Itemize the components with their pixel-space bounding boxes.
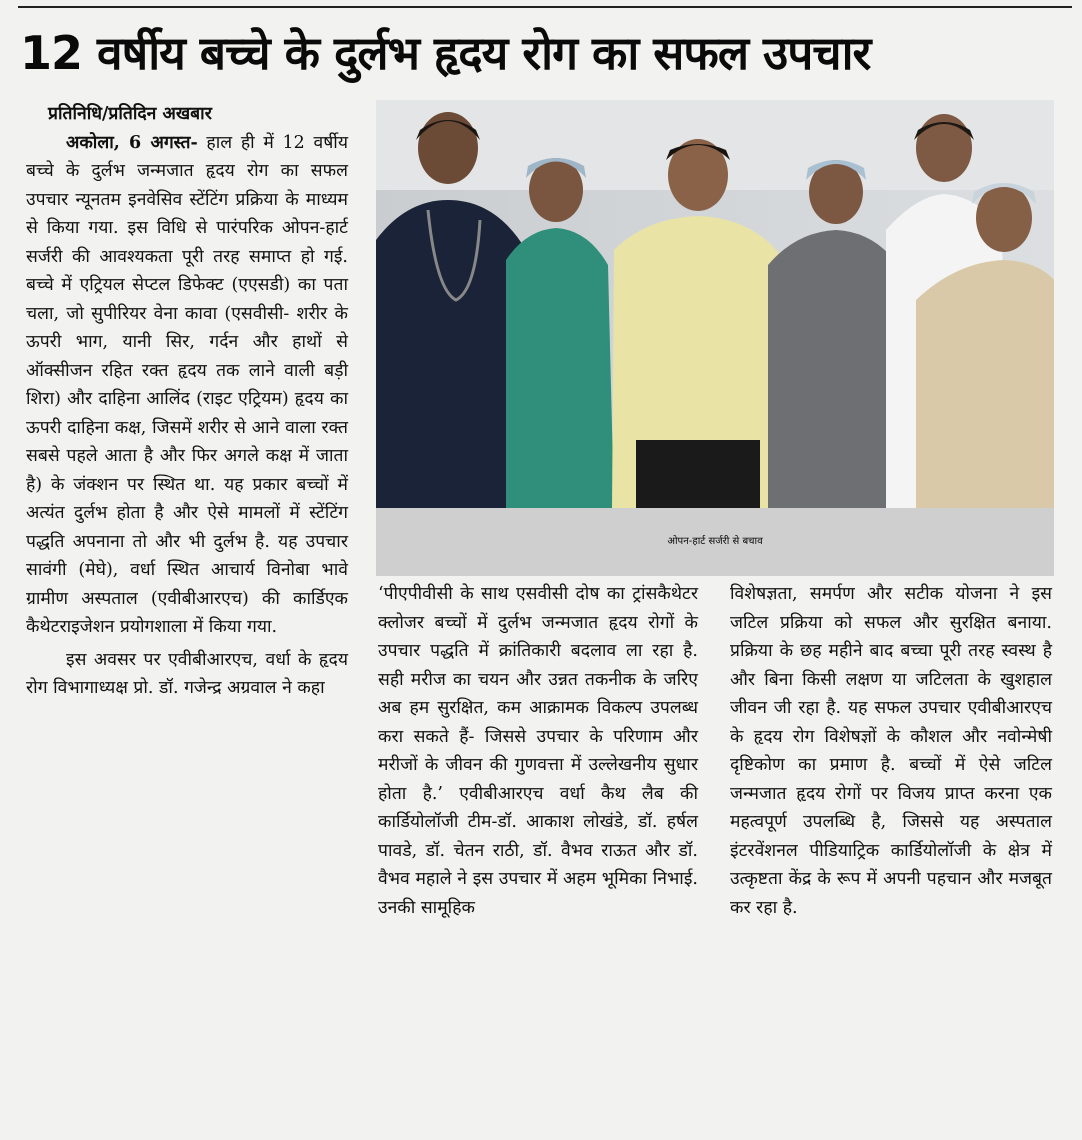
article-column-2 [378, 580, 698, 922]
lead-paragraph-text: हाल ही में 12 वर्षीय बच्चे के दुर्लभ जन्मजात हृदय रोग का सफल उपचार न्यूनतम इनवेसिव स्टेंटिंग प्रक्रिया के माध्यम से किया गया. इस विधि से पारंपरिक ओपन-हार्ट सर्जरी की आवश्यकता पूरी तरह समाप्त हो गई. बच्चे में एट्रियल सेप्टल डिफेक्ट (एएसडी) का पता चला, जो सुपीरियर वेना कावा (एसवीसी- शरीर के ऊपरी भाग, यानी सिर, गर्दन और हाथों से ऑक्सीजन रहित रक्त हृदय तक लाने वाली बड़ी शिरा) और दाहिना आलिंद (राइट एट्रियम) हृदय का ऊपरी दाहिना कक्ष, जिसमें शरीर से आने वाला रक्त सबसे पहले आता है और फिर अगले कक्ष में जाता है) के जंक्शन पर स्थित था. यह प्रकार बच्चों में अत्यंत दुर्लभ होता है और ऐसे मामलों में स्टेंटिंग पद्धति अपनाना तो और भी दुर्लभ है. यह उपचार सावंगी (मेघे), वर्धा स्थित आचार्य विनोबा भावे ग्रामीण अस्पताल (एवीबीआरएच) की कार्डिएक कैथेटराइजेशन प्रयोगशाला में किया गया. [26, 132, 348, 637]
subhead: ओपन-हार्ट सर्जरी से बचाव [667, 536, 763, 547]
dateline: अकोला, 6 अगस्त- [66, 132, 198, 153]
group-photo-icon [376, 100, 1054, 508]
column-2-text: ‘पीएपीवीसी के साथ एसवीसी दोष का ट्रांसकैथेटर क्लोजर बच्चों में दुर्लभ जन्मजात हृदय रोगों के उपचार पद्धति में क्रांतिकारी बदलाव ला रहा है. सही मरीज का चयन और उन्नत तकनीक के जरिए अब हम सुरक्षित, कम आक्रामक विकल्प उपलब्ध करा सकते हैं- जिससे उपचार के परिणाम और मरीजों के जीवन की गुणवत्ता में उल्लेखनीय सुधार होता है.’ एवीबीआरएच वर्धा कैथ लैब की कार्डियोलॉजी टीम-डॉ. आकाश लोखंडे, डॉ. हर्षल पावडे, डॉ. चेतन राठी, डॉ. वैभव राऊत और डॉ. वैभव महाले ने इस उपचार में अहम भूमिका निभाई. उनकी सामूहिक [378, 584, 698, 918]
article-column-3 [730, 580, 1052, 922]
column-3-text: विशेषज्ञता, समर्पण और सटीक योजना ने इस जटिल प्रक्रिया को सफल और सुरक्षित बनाया. प्रक्रिया के छह महीने बाद बच्चा पूरी तरह स्वस्थ है और बिना किसी लक्षण या जटिलता के खुशहाल जीवन जी रहा है. यह सफल उपचार एवीबीआरएच के हृदय रोग विशेषज्ञों के कौशल और नवोन्मेषी दृष्टिकोण का प्रमाण है. बच्चों में ऐसे जटिल जन्मजात हृदय रोगों पर विजय प्राप्त करना एक महत्वपूर्ण उपलब्धि है, जिससे यह अस्पताल इंटरवेंशनल पीडियाट्रिक कार्डियोलॉजी के क्षेत्र में उत्कृष्टता केंद्र के रूप में अपनी पहचान और मजबूत कर रहा है. [730, 584, 1052, 918]
subhead-box [376, 508, 1054, 576]
article-column-1 [26, 100, 348, 703]
headline: 12 वर्षीय बच्चे के दुर्लभ हृदय रोग का सफल उपचार [20, 26, 871, 80]
top-rule [18, 6, 1072, 8]
group-photo [376, 100, 1054, 508]
lead-paragraph [26, 129, 348, 642]
quote-intro-paragraph: इस अवसर पर एवीबीआरएच, वर्धा के हृदय रोग विभागाध्यक्ष प्रो. डॉ. गजेन्द्र अग्रवाल ने कहा [26, 649, 348, 698]
byline: प्रतिनिधि/प्रतिदिन अखबार [48, 104, 212, 124]
